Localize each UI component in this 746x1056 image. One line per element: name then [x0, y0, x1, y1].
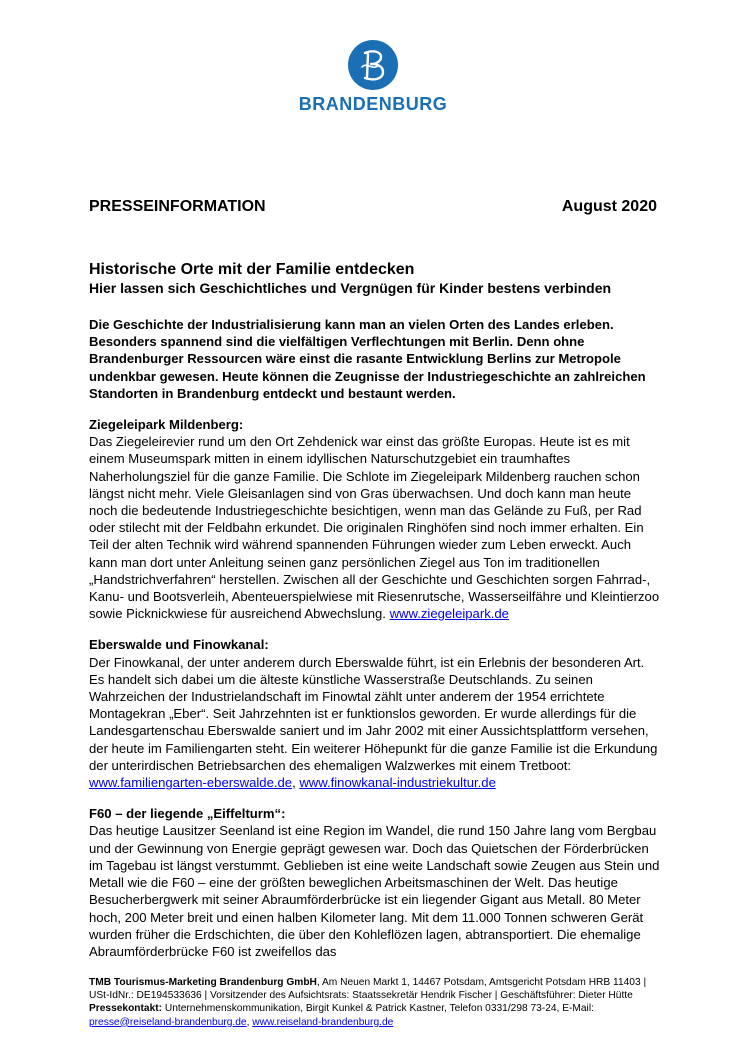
- article-content: [89, 316, 661, 974]
- section-heading: Eberswalde und Finowkanal:: [89, 637, 269, 653]
- lead-paragraph: Die Geschichte der Industrialisierung kann man an vielen Orten des Landes erleben. Besonders spannend sind die vielfältigen Verflechtungen mit Berlin. Denn ohne Brandenburger Ressourcen wäre einst die rasante Entwicklung Berlins zur Metropole undenkbar gewesen. Heute können die Zeugnisse der Industriegeschichte an zahlreichen Standorten in Brandenburg entdeckt und bestaunt werden.: [89, 317, 646, 401]
- article-title-block: [89, 260, 657, 297]
- brand-logo: [0, 40, 746, 115]
- footer-company-details: , Am Neuen Markt 1, 14467 Potsdam, Amtsgericht Potsdam HRB 11403 | USt-IdNr.: DE194533636 | Vorsitzender des Aufsichtsrats: Staatssekretär Hendrik Fischer | Geschäftsführer: Dieter Hütte: [89, 977, 647, 1002]
- section-heading: F60 – der liegende „Eiffelturm“:: [89, 806, 286, 822]
- footer-email-link[interactable]: presse@reiseland-brandenburg.de: [89, 1016, 247, 1028]
- footer-press-label: Pressekontakt:: [89, 1003, 163, 1015]
- document-type: PRESSEINFORMATION: [89, 198, 266, 215]
- page-footer: [89, 976, 661, 1029]
- article-title: Historische Orte mit der Familie entdecken: [89, 261, 415, 278]
- footer-press-details: Unternehmenskommunikation, Birgit Kunkel & Patrick Kastner, Telefon 0331/298 73-24, E-Mail:: [162, 1003, 594, 1015]
- brand-name: BRANDENBURG: [298, 94, 448, 114]
- article-subtitle: Hier lassen sich Geschichtliches und Vergnügen für Kinder bestens verbinden: [89, 280, 612, 296]
- section-body: [89, 822, 661, 960]
- document-date: August 2020: [561, 198, 657, 215]
- section-text: Das Ziegeleirevier rund um den Ort Zehdenick war einst das größte Europas. Heute ist es mit einem Museumspark mitten in einem idyllischen Naturschutzgebiet ein traumhaftes Naherholungsziel für die ganze Familie. Die Schlote im Ziegeleipark Mildenberg rauchen schon längst nicht mehr. Viele Gleisanlagen sind von Gras überwachsen. Und doch kann man heute noch die bedeutende Industriegeschichte besichtigen, wenn man das Gelände zu Fuß, per Rad oder stilecht mit der Feldbahn erkundet. Die originalen Ringhöfen sind noch immer erhalten. Ein Teil der alten Technik wird während spannenden Führungen wieder zum Leben erweckt. Auch kann man dort unter Anleitung seinen ganz persönlichen Ziegel aus Ton im traditionellen „Handstrichverfahren“ herstellen. Zwischen all der Geschichte und Geschichten sorgen Fahrrad-, Kanu- und Bootsverleih, Abenteuerspielwiese mit Riesenrutsche, Wasserseilfähre und Kleintierzoo sowie Picknickwiese für ausreichend Abwechslung.: [89, 434, 660, 622]
- section-text: Das heutige Lausitzer Seenland ist eine Region im Wandel, die rund 150 Jahre lang vom Bergbau und der Gewinnung von Energie geprägt gewesen war. Doch das Quietschen der Förderbrücken im Tagebau ist längst verstummt. Geblieben ist eine weite Landschaft sowie Zeugen aus Stein und Metall wie die F60 – eine der größten beweglichen Arbeitsmaschinen der Welt. Das heutige Besucherbergwerk mit seiner Abraumförderbrücke ist ein liegender Gigant aus Metall. 80 Meter hoch, 200 Meter breit und einen halben Kilometer lang. Mit dem 11.000 Tonnen schweren Gerät wurden früher die Erdschichten, die über den Kohleflözen lagen, abtransportiert. Die ehemalige Abraumförderbrücke F60 ist zweifellos das: [89, 823, 660, 959]
- footer-website-link[interactable]: www.reiseland-brandenburg.de: [252, 1016, 394, 1028]
- section-body: [89, 433, 661, 622]
- footer-separator: ,: [246, 1016, 253, 1028]
- section-body: [89, 654, 661, 792]
- finowkanal-link[interactable]: www.finowkanal-industriekultur.de: [299, 775, 496, 791]
- brandenburg-b-logo-icon: [348, 40, 398, 90]
- ziegeleipark-link[interactable]: www.ziegeleipark.de: [389, 606, 509, 622]
- section-heading: Ziegeleipark Mildenberg:: [89, 417, 244, 433]
- section-text: Der Finowkanal, der unter anderem durch Eberswalde führt, ist ein Erlebnis der besonderen Art. Es handelt sich dabei um die älteste künstliche Wasserstraße Deutschlands. Zu seinen Wahrzeichen der Industrielandschaft im Finowtal zählt unter anderem der 1954 errichtete Montagekran „Eber“. Seit Jahrzehnten ist er funktionslos geworden. Er wurde allerdings für die Landesgartenschau Eberswalde saniert und im Jahr 2002 mit einer Aussichtsplattform versehen, der heute im Familiengarten steht. Ein weiterer Höhepunkt für die ganze Familie ist die Erkundung der unterirdischen Betriebsarchen des ehemaligen Walzwerkes mit einem Tretboot:: [89, 654, 658, 773]
- link-separator: ,: [292, 775, 300, 791]
- document-header: [89, 198, 657, 216]
- footer-company: TMB Tourismus-Marketing Brandenburg GmbH: [89, 977, 317, 988]
- familiengarten-link[interactable]: www.familiengarten-eberswalde.de: [89, 775, 293, 791]
